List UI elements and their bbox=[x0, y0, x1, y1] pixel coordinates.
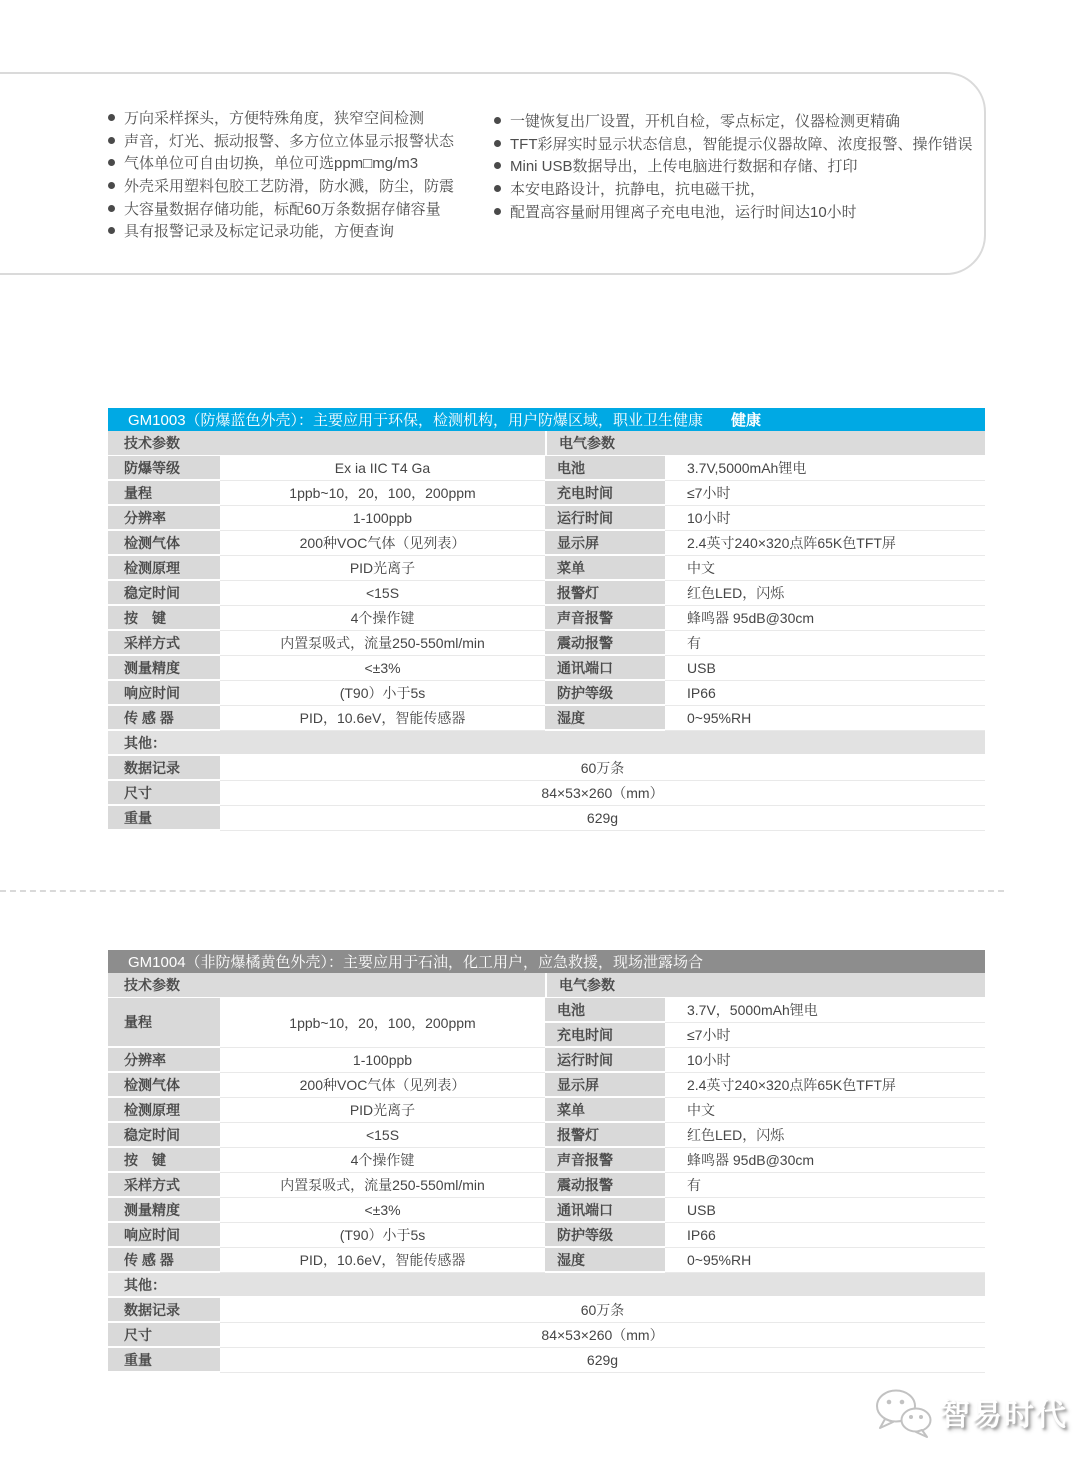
bullet-icon bbox=[108, 114, 115, 121]
spec-label-cell: 量程 bbox=[108, 481, 220, 506]
wechat-chat-bubbles-icon bbox=[872, 1386, 934, 1438]
spec-label-cell: 分辨率 bbox=[108, 1048, 220, 1073]
spec-table-gm1004 bbox=[108, 950, 985, 1373]
spec-label-cell: 湿度 bbox=[545, 1248, 665, 1273]
spec-value-cell: <15S bbox=[220, 581, 545, 606]
spec-label-cell: 重量 bbox=[108, 1348, 220, 1373]
feature-text: 具有报警记录及标定记录功能，方便查询 bbox=[124, 223, 395, 241]
feature-text: Mini USB数据导出，上传电脑进行数据和存储、打印 bbox=[510, 158, 858, 176]
spec-label-cell: 采样方式 bbox=[108, 631, 220, 656]
other-section-label: 其他： bbox=[108, 1273, 985, 1298]
bullet-icon bbox=[108, 137, 115, 144]
table-title-bar bbox=[108, 408, 985, 431]
dashed-divider bbox=[0, 890, 1004, 892]
feature-item bbox=[494, 154, 973, 177]
feature-item bbox=[108, 151, 454, 174]
elec-params-header: 电气参数 bbox=[545, 973, 985, 997]
spec-value-cell: 有 bbox=[665, 1173, 985, 1198]
spec-label-cell: 按 键 bbox=[108, 1148, 220, 1173]
spec-value-cell: Ex ia IIC T4 Ga bbox=[220, 456, 545, 481]
spec-label-cell: 测量精度 bbox=[108, 1198, 220, 1223]
spec-label-cell: 显示屏 bbox=[545, 1073, 665, 1098]
bullet-icon bbox=[494, 162, 501, 169]
spec-label-cell: 菜单 bbox=[545, 1098, 665, 1123]
spec-value-cell: 红色LED，闪烁 bbox=[665, 581, 985, 606]
bullet-icon bbox=[108, 205, 115, 212]
spec-label-cell: 通讯端口 bbox=[545, 656, 665, 681]
bullet-icon bbox=[108, 227, 115, 234]
spec-value-cell: 1ppb~10，20，100，200ppm bbox=[220, 998, 545, 1048]
feature-item bbox=[494, 109, 973, 132]
spec-value-cell: 中文 bbox=[665, 556, 985, 581]
spec-label-cell: 量程 bbox=[108, 998, 220, 1048]
spec-value-cell: PID，10.6eV，智能传感器 bbox=[220, 1248, 545, 1273]
spec-value-cell: 内置泵吸式，流量250-550ml/min bbox=[220, 1173, 545, 1198]
tech-params-header: 技术参数 bbox=[124, 435, 180, 451]
spec-value-cell: 10小时 bbox=[665, 506, 985, 531]
elec-params-header: 电气参数 bbox=[545, 431, 985, 455]
spec-label-cell: 检测原理 bbox=[108, 556, 220, 581]
table-title-suffix: 健康 bbox=[731, 412, 762, 429]
spec-value-cell: PID光离子 bbox=[220, 556, 545, 581]
spec-value-cell: 红色LED，闪烁 bbox=[665, 1123, 985, 1148]
spec-value-cell: 10小时 bbox=[665, 1048, 985, 1073]
param-header-row bbox=[108, 431, 985, 456]
table-title: GM1004（非防爆橘黄色外壳）：主要应用于石油，化工用户，应急救援，现场泄露场合 bbox=[128, 954, 704, 971]
spec-label-cell: 声音报警 bbox=[545, 1148, 665, 1173]
spec-label-cell: 菜单 bbox=[545, 556, 665, 581]
spec-label-cell: 运行时间 bbox=[545, 1048, 665, 1073]
spec-label-cell: 充电时间 bbox=[545, 481, 665, 506]
spec-label-cell: 湿度 bbox=[545, 706, 665, 731]
spec-value-cell: 84×53×260（mm） bbox=[220, 1323, 985, 1348]
spec-label-cell: 震动报警 bbox=[545, 1173, 665, 1198]
spec-value-cell: 60万条 bbox=[220, 756, 985, 781]
spec-label-cell: 分辨率 bbox=[108, 506, 220, 531]
feature-item bbox=[494, 132, 973, 155]
spec-table-gm1003 bbox=[108, 408, 985, 831]
spec-value-cell: 4个操作键 bbox=[220, 606, 545, 631]
spec-label-cell: 防爆等级 bbox=[108, 456, 220, 481]
other-section-label: 其他： bbox=[108, 731, 985, 756]
spec-value-cell: 0~95%RH bbox=[665, 1248, 985, 1273]
spec-value-cell: 2.4英寸240×320点阵65K色TFT屏 bbox=[665, 531, 985, 556]
table-title: GM1003（防爆蓝色外壳）：主要应用于环保，检测机构，用户防爆区域，职业卫生健康 bbox=[128, 412, 704, 429]
spec-value-cell: <±3% bbox=[220, 1198, 545, 1223]
spec-value-cell: 0~95%RH bbox=[665, 706, 985, 731]
spec-value-cell: 1-100ppb bbox=[220, 506, 545, 531]
spec-label-cell: 响应时间 bbox=[108, 681, 220, 706]
spec-value-cell: <±3% bbox=[220, 656, 545, 681]
bullet-icon bbox=[494, 140, 501, 147]
spec-value-cell: 有 bbox=[665, 631, 985, 656]
bullet-icon bbox=[108, 182, 115, 189]
spec-label-cell: 通讯端口 bbox=[545, 1198, 665, 1223]
spec-label-cell: 防护等级 bbox=[545, 1223, 665, 1248]
spec-value-cell: PID光离子 bbox=[220, 1098, 545, 1123]
feature-list-right bbox=[494, 109, 973, 222]
spec-value-cell: 3.7V,5000mAh锂电 bbox=[665, 456, 985, 481]
spec-label-cell: 数据记录 bbox=[108, 756, 220, 781]
spec-value-cell: USB bbox=[665, 1198, 985, 1223]
spec-label-cell: 声音报警 bbox=[545, 606, 665, 631]
feature-text: 万向采样探头，方便特殊角度，狭窄空间检测 bbox=[124, 109, 425, 127]
param-header-row bbox=[108, 973, 985, 998]
feature-text: 本安电路设计，抗静电，抗电磁干扰， bbox=[510, 180, 766, 198]
spec-value-cell: ≤7小时 bbox=[665, 481, 985, 506]
spec-value-cell: 蜂鸣器 95dB@30cm bbox=[665, 606, 985, 631]
spec-label-cell: 运行时间 bbox=[545, 506, 665, 531]
feature-item bbox=[494, 177, 973, 200]
spec-label-cell: 重量 bbox=[108, 806, 220, 831]
feature-text: 一键恢复出厂设置，开机自检，零点标定，仪器检测更精确 bbox=[510, 112, 901, 130]
spec-value-cell: 200种VOC气体（见列表） bbox=[220, 1073, 545, 1098]
spec-value-cell: <15S bbox=[220, 1123, 545, 1148]
spec-value-cell: 629g bbox=[220, 1348, 985, 1373]
feature-list-left bbox=[108, 106, 454, 242]
feature-text: 大容量数据存储功能，标配60万条数据存储容量 bbox=[124, 200, 441, 218]
spec-value-cell: PID，10.6eV，智能传感器 bbox=[220, 706, 545, 731]
spec-label-cell: 测量精度 bbox=[108, 656, 220, 681]
spec-value-cell: 4个操作键 bbox=[220, 1148, 545, 1173]
spec-value-cell: 60万条 bbox=[220, 1298, 985, 1323]
spec-label-cell: 报警灯 bbox=[545, 1123, 665, 1148]
spec-label-cell: 稳定时间 bbox=[108, 1123, 220, 1148]
tech-params-header: 技术参数 bbox=[124, 977, 180, 993]
spec-label-cell: 尺寸 bbox=[108, 781, 220, 806]
feature-text: 气体单位可自由切换，单位可选ppm□mg/m3 bbox=[124, 155, 419, 173]
feature-item bbox=[494, 200, 973, 223]
bullet-icon bbox=[108, 159, 115, 166]
spec-value-cell: IP66 bbox=[665, 1223, 985, 1248]
spec-value-cell: 1ppb~10，20，100，200ppm bbox=[220, 481, 545, 506]
spec-label-cell: 报警灯 bbox=[545, 581, 665, 606]
spec-label-cell: 电池 bbox=[545, 456, 665, 481]
feature-text: 声音，灯光、振动报警、多方位立体显示报警状态 bbox=[124, 132, 455, 150]
spec-value-cell: 内置泵吸式，流量250-550ml/min bbox=[220, 631, 545, 656]
spec-value-cell: 蜂鸣器 95dB@30cm bbox=[665, 1148, 985, 1173]
spec-value-cell: 629g bbox=[220, 806, 985, 831]
spec-grid bbox=[108, 998, 985, 1373]
bullet-icon bbox=[494, 208, 501, 215]
spec-value-cell: 1-100ppb bbox=[220, 1048, 545, 1073]
spec-value-cell: 3.7V，5000mAh锂电 bbox=[665, 998, 985, 1023]
spec-value-cell: USB bbox=[665, 656, 985, 681]
feature-item bbox=[108, 106, 454, 129]
spec-value-cell: ≤7小时 bbox=[665, 1023, 985, 1048]
spec-label-cell: 尺寸 bbox=[108, 1323, 220, 1348]
spec-label-cell: 充电时间 bbox=[545, 1023, 665, 1048]
feature-text: 配置高容量耐用锂离子充电电池，运行时间达10小时 bbox=[510, 203, 857, 221]
spec-label-cell: 稳定时间 bbox=[108, 581, 220, 606]
spec-value-cell: 84×53×260（mm） bbox=[220, 781, 985, 806]
bullet-icon bbox=[494, 117, 501, 124]
spec-value-cell: 中文 bbox=[665, 1098, 985, 1123]
spec-value-cell: IP66 bbox=[665, 681, 985, 706]
brand-name: 智易时代 bbox=[940, 1399, 1068, 1432]
spec-label-cell: 响应时间 bbox=[108, 1223, 220, 1248]
spec-grid bbox=[108, 456, 985, 831]
feature-item bbox=[108, 197, 454, 220]
bullet-icon bbox=[494, 185, 501, 192]
spec-label-cell: 数据记录 bbox=[108, 1298, 220, 1323]
feature-item bbox=[108, 174, 454, 197]
spec-label-cell: 检测原理 bbox=[108, 1098, 220, 1123]
feature-text: TFT彩屏实时显示状态信息，智能提示仪器故障、浓度报警、操作错误 bbox=[510, 135, 973, 153]
brand-logo bbox=[872, 1386, 1068, 1438]
spec-label-cell: 显示屏 bbox=[545, 531, 665, 556]
spec-label-cell: 传 感 器 bbox=[108, 706, 220, 731]
feature-item bbox=[108, 129, 454, 152]
table-title-bar bbox=[108, 950, 985, 973]
spec-label-cell: 按 键 bbox=[108, 606, 220, 631]
spec-label-cell: 防护等级 bbox=[545, 681, 665, 706]
spec-value-cell: (T90）小于5s bbox=[220, 1223, 545, 1248]
feature-item bbox=[108, 219, 454, 242]
spec-label-cell: 检测气体 bbox=[108, 1073, 220, 1098]
spec-value-cell: 200种VOC气体（见列表） bbox=[220, 531, 545, 556]
spec-label-cell: 采样方式 bbox=[108, 1173, 220, 1198]
spec-label-cell: 检测气体 bbox=[108, 531, 220, 556]
spec-value-cell: (T90）小于5s bbox=[220, 681, 545, 706]
spec-label-cell: 震动报警 bbox=[545, 631, 665, 656]
feature-text: 外壳采用塑料包胶工艺防滑，防水溅，防尘，防震 bbox=[124, 177, 455, 195]
spec-value-cell: 2.4英寸240×320点阵65K色TFT屏 bbox=[665, 1073, 985, 1098]
spec-label-cell: 传 感 器 bbox=[108, 1248, 220, 1273]
spec-label-cell: 电池 bbox=[545, 998, 665, 1023]
